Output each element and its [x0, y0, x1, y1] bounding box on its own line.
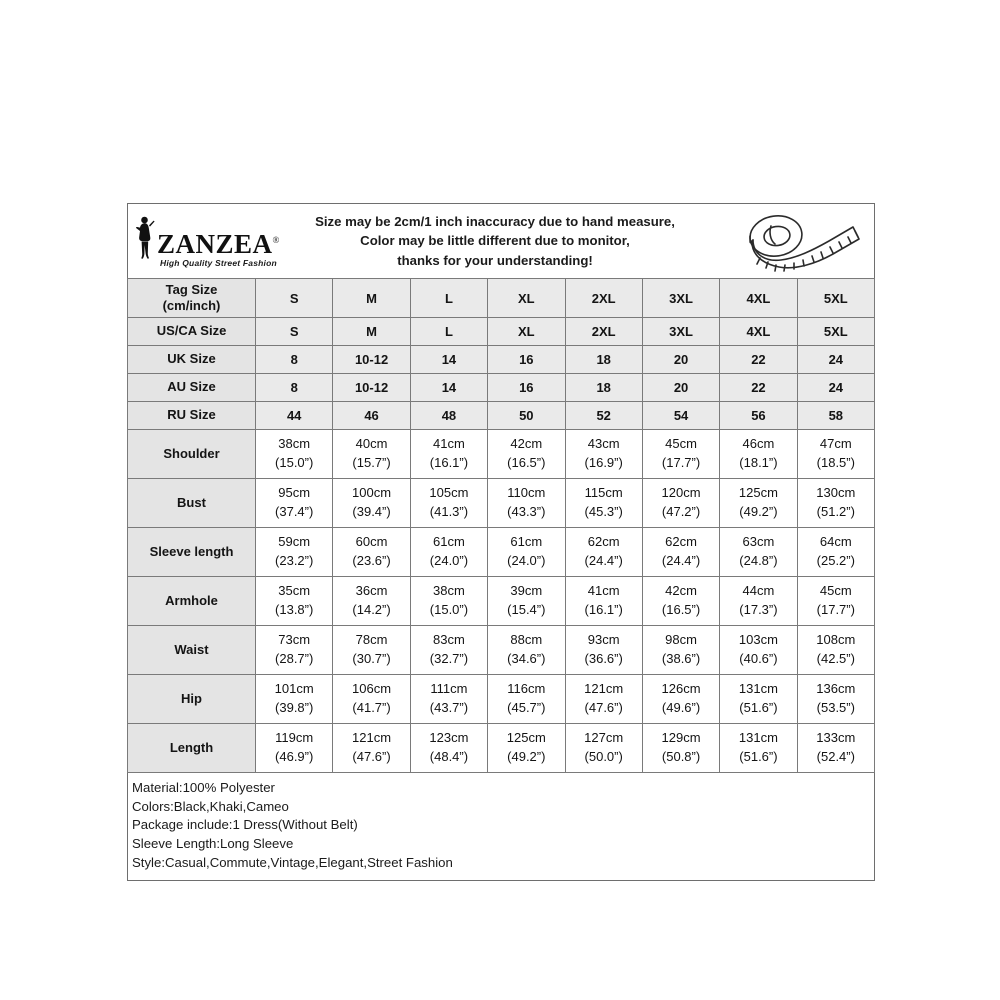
cell-sleeve-length-2xl: 62cm (24.4”)	[565, 528, 642, 577]
cell-length-xl: 125cm (49.2”)	[488, 724, 565, 773]
cell-hip-4xl: 131cm (51.6”)	[720, 675, 797, 724]
table-row-waist	[128, 626, 875, 675]
cell-length-4xl: 131cm (51.6”)	[720, 724, 797, 773]
cell-ru-l: 48	[410, 402, 487, 430]
cell-au-m: 10-12	[333, 374, 410, 402]
cell-tag-size-5xl: 5XL	[797, 279, 874, 318]
cell-waist-xl: 88cm (34.6”)	[488, 626, 565, 675]
note-colors: Colors:Black,Khaki,Cameo	[132, 798, 289, 814]
size-table-body	[128, 279, 875, 773]
cell-waist-5xl: 108cm (42.5”)	[797, 626, 874, 675]
row-label-au-size: AU Size	[128, 374, 256, 402]
cell-ru-m: 46	[333, 402, 410, 430]
row-label-uk-size: UK Size	[128, 346, 256, 374]
note-package-include: Package include:1 Dress(Without Belt)	[132, 817, 358, 833]
cell-us-ca-4xl: 4XL	[720, 318, 797, 346]
cell-au-2xl: 18	[565, 374, 642, 402]
cell-us-ca-xl: XL	[488, 318, 565, 346]
cell-sleeve-length-4xl: 63cm (24.8”)	[720, 528, 797, 577]
table-row-shoulder	[128, 430, 875, 479]
cell-hip-5xl: 136cm (53.5”)	[797, 675, 874, 724]
cell-waist-l: 83cm (32.7”)	[410, 626, 487, 675]
cell-au-l: 14	[410, 374, 487, 402]
row-label-ru-size: RU Size	[128, 402, 256, 430]
row-label-tag-size	[128, 279, 256, 318]
cell-hip-s: 101cm (39.8”)	[256, 675, 333, 724]
note-material: Material:100% Polyester	[132, 780, 275, 795]
product-details-notes	[127, 773, 875, 881]
cell-sleeve-length-s: 59cm (23.2”)	[256, 528, 333, 577]
cell-us-ca-l: L	[410, 318, 487, 346]
row-label-shoulder: Shoulder	[128, 430, 256, 479]
table-row-au-size	[128, 374, 875, 402]
table-row-tag-size	[128, 279, 875, 318]
cell-tag-size-4xl: 4XL	[720, 279, 797, 318]
table-row-armhole	[128, 577, 875, 626]
cell-armhole-4xl: 44cm (17.3”)	[720, 577, 797, 626]
cell-armhole-5xl: 45cm (17.7”)	[797, 577, 874, 626]
cell-waist-4xl: 103cm (40.6”)	[720, 626, 797, 675]
table-row-us-ca-size	[128, 318, 875, 346]
cell-shoulder-2xl: 43cm (16.9”)	[565, 430, 642, 479]
row-label-length: Length	[128, 724, 256, 773]
cell-waist-s: 73cm (28.7”)	[256, 626, 333, 675]
cell-ru-3xl: 54	[642, 402, 719, 430]
cell-ru-xl: 50	[488, 402, 565, 430]
table-row-uk-size	[128, 346, 875, 374]
cell-uk-s: 8	[256, 346, 333, 374]
table-row-hip	[128, 675, 875, 724]
cell-armhole-s: 35cm (13.8”)	[256, 577, 333, 626]
table-row-length	[128, 724, 875, 773]
cell-shoulder-l: 41cm (16.1”)	[410, 430, 487, 479]
size-chart-table	[127, 278, 875, 773]
cell-armhole-m: 36cm (14.2”)	[333, 577, 410, 626]
cell-tag-size-3xl: 3XL	[642, 279, 719, 318]
cell-length-s: 119cm (46.9”)	[256, 724, 333, 773]
cell-waist-3xl: 98cm (38.6”)	[642, 626, 719, 675]
cell-sleeve-length-3xl: 62cm (24.4”)	[642, 528, 719, 577]
cell-length-2xl: 127cm (50.0”)	[565, 724, 642, 773]
cell-sleeve-length-m: 60cm (23.6”)	[333, 528, 410, 577]
brand-name: ZANZEA®	[157, 229, 280, 259]
cell-shoulder-4xl: 46cm (18.1”)	[720, 430, 797, 479]
cell-au-5xl: 24	[797, 374, 874, 402]
cell-uk-3xl: 20	[642, 346, 719, 374]
table-row-ru-size	[128, 402, 875, 430]
cell-length-m: 121cm (47.6”)	[333, 724, 410, 773]
cell-tag-size-2xl: 2XL	[565, 279, 642, 318]
cell-us-ca-2xl: 2XL	[565, 318, 642, 346]
cell-ru-4xl: 56	[720, 402, 797, 430]
cell-uk-5xl: 24	[797, 346, 874, 374]
cell-ru-2xl: 52	[565, 402, 642, 430]
cell-waist-2xl: 93cm (36.6”)	[565, 626, 642, 675]
cell-au-s: 8	[256, 374, 333, 402]
measuring-tape-icon	[734, 210, 874, 272]
table-row-bust	[128, 479, 875, 528]
notice-line-1: Size may be 2cm/1 inch inaccuracy due to hand measure,	[315, 214, 675, 230]
cell-hip-2xl: 121cm (47.6”)	[565, 675, 642, 724]
cell-bust-5xl: 130cm (51.2”)	[797, 479, 874, 528]
row-label-bust: Bust	[128, 479, 256, 528]
woman-silhouette-icon	[132, 215, 156, 266]
cell-bust-s: 95cm (37.4”)	[256, 479, 333, 528]
cell-shoulder-s: 38cm (15.0”)	[256, 430, 333, 479]
tag-size-label-line1: Tag Size	[165, 281, 218, 297]
cell-hip-l: 111cm (43.7”)	[410, 675, 487, 724]
cell-ru-s: 44	[256, 402, 333, 430]
cell-hip-m: 106cm (41.7”)	[333, 675, 410, 724]
cell-us-ca-3xl: 3XL	[642, 318, 719, 346]
cell-bust-m: 100cm (39.4”)	[333, 479, 410, 528]
cell-sleeve-length-5xl: 64cm (25.2”)	[797, 528, 874, 577]
cell-tag-size-l: L	[410, 279, 487, 318]
cell-uk-m: 10-12	[333, 346, 410, 374]
row-label-armhole: Armhole	[128, 577, 256, 626]
cell-uk-l: 14	[410, 346, 487, 374]
cell-uk-xl: 16	[488, 346, 565, 374]
cell-armhole-xl: 39cm (15.4”)	[488, 577, 565, 626]
cell-armhole-3xl: 42cm (16.5”)	[642, 577, 719, 626]
cell-ru-5xl: 58	[797, 402, 874, 430]
notice-line-2: Color may be little different due to monitor,	[360, 233, 630, 249]
cell-armhole-2xl: 41cm (16.1”)	[565, 577, 642, 626]
cell-length-l: 123cm (48.4”)	[410, 724, 487, 773]
cell-tag-size-xl: XL	[488, 279, 565, 318]
cell-tag-size-m: M	[333, 279, 410, 318]
cell-hip-3xl: 126cm (49.6”)	[642, 675, 719, 724]
cell-hip-xl: 116cm (45.7”)	[488, 675, 565, 724]
row-label-us-ca-size: US/CA Size	[128, 318, 256, 346]
cell-bust-l: 105cm (41.3”)	[410, 479, 487, 528]
cell-shoulder-m: 40cm (15.7”)	[333, 430, 410, 479]
cell-sleeve-length-l: 61cm (24.0”)	[410, 528, 487, 577]
row-label-waist: Waist	[128, 626, 256, 675]
size-chart-card	[127, 203, 875, 881]
row-label-hip: Hip	[128, 675, 256, 724]
cell-bust-4xl: 125cm (49.2”)	[720, 479, 797, 528]
chart-header-banner	[127, 203, 875, 278]
cell-bust-2xl: 115cm (45.3”)	[565, 479, 642, 528]
cell-length-3xl: 129cm (50.8”)	[642, 724, 719, 773]
cell-shoulder-5xl: 47cm (18.5”)	[797, 430, 874, 479]
brand-tagline: High Quality Street Fashion	[160, 258, 277, 268]
note-sleeve-length: Sleeve Length:Long Sleeve	[132, 836, 294, 852]
note-style: Style:Casual,Commute,Vintage,Elegant,Street Fashion	[132, 854, 453, 870]
cell-us-ca-m: M	[333, 318, 410, 346]
cell-shoulder-3xl: 45cm (17.7”)	[642, 430, 719, 479]
cell-armhole-l: 38cm (15.0”)	[410, 577, 487, 626]
cell-shoulder-xl: 42cm (16.5”)	[488, 430, 565, 479]
tag-size-label-line2: (cm/inch)	[162, 298, 221, 313]
notice-line-3: thanks for your understanding!	[397, 252, 593, 268]
cell-uk-4xl: 22	[720, 346, 797, 374]
table-row-sleeve-length	[128, 528, 875, 577]
cell-us-ca-5xl: 5XL	[797, 318, 874, 346]
cell-us-ca-s: S	[256, 318, 333, 346]
cell-au-xl: 16	[488, 374, 565, 402]
cell-bust-3xl: 120cm (47.2”)	[642, 479, 719, 528]
cell-au-4xl: 22	[720, 374, 797, 402]
cell-uk-2xl: 18	[565, 346, 642, 374]
cell-length-5xl: 133cm (52.4”)	[797, 724, 874, 773]
cell-au-3xl: 20	[642, 374, 719, 402]
cell-waist-m: 78cm (30.7”)	[333, 626, 410, 675]
cell-sleeve-length-xl: 61cm (24.0”)	[488, 528, 565, 577]
cell-tag-size-s: S	[256, 279, 333, 318]
row-label-sleeve-length: Sleeve length	[128, 528, 256, 577]
measurement-notice	[256, 212, 734, 269]
cell-bust-xl: 110cm (43.3”)	[488, 479, 565, 528]
brand-logo	[128, 215, 280, 268]
registered-mark: ®	[272, 235, 280, 245]
